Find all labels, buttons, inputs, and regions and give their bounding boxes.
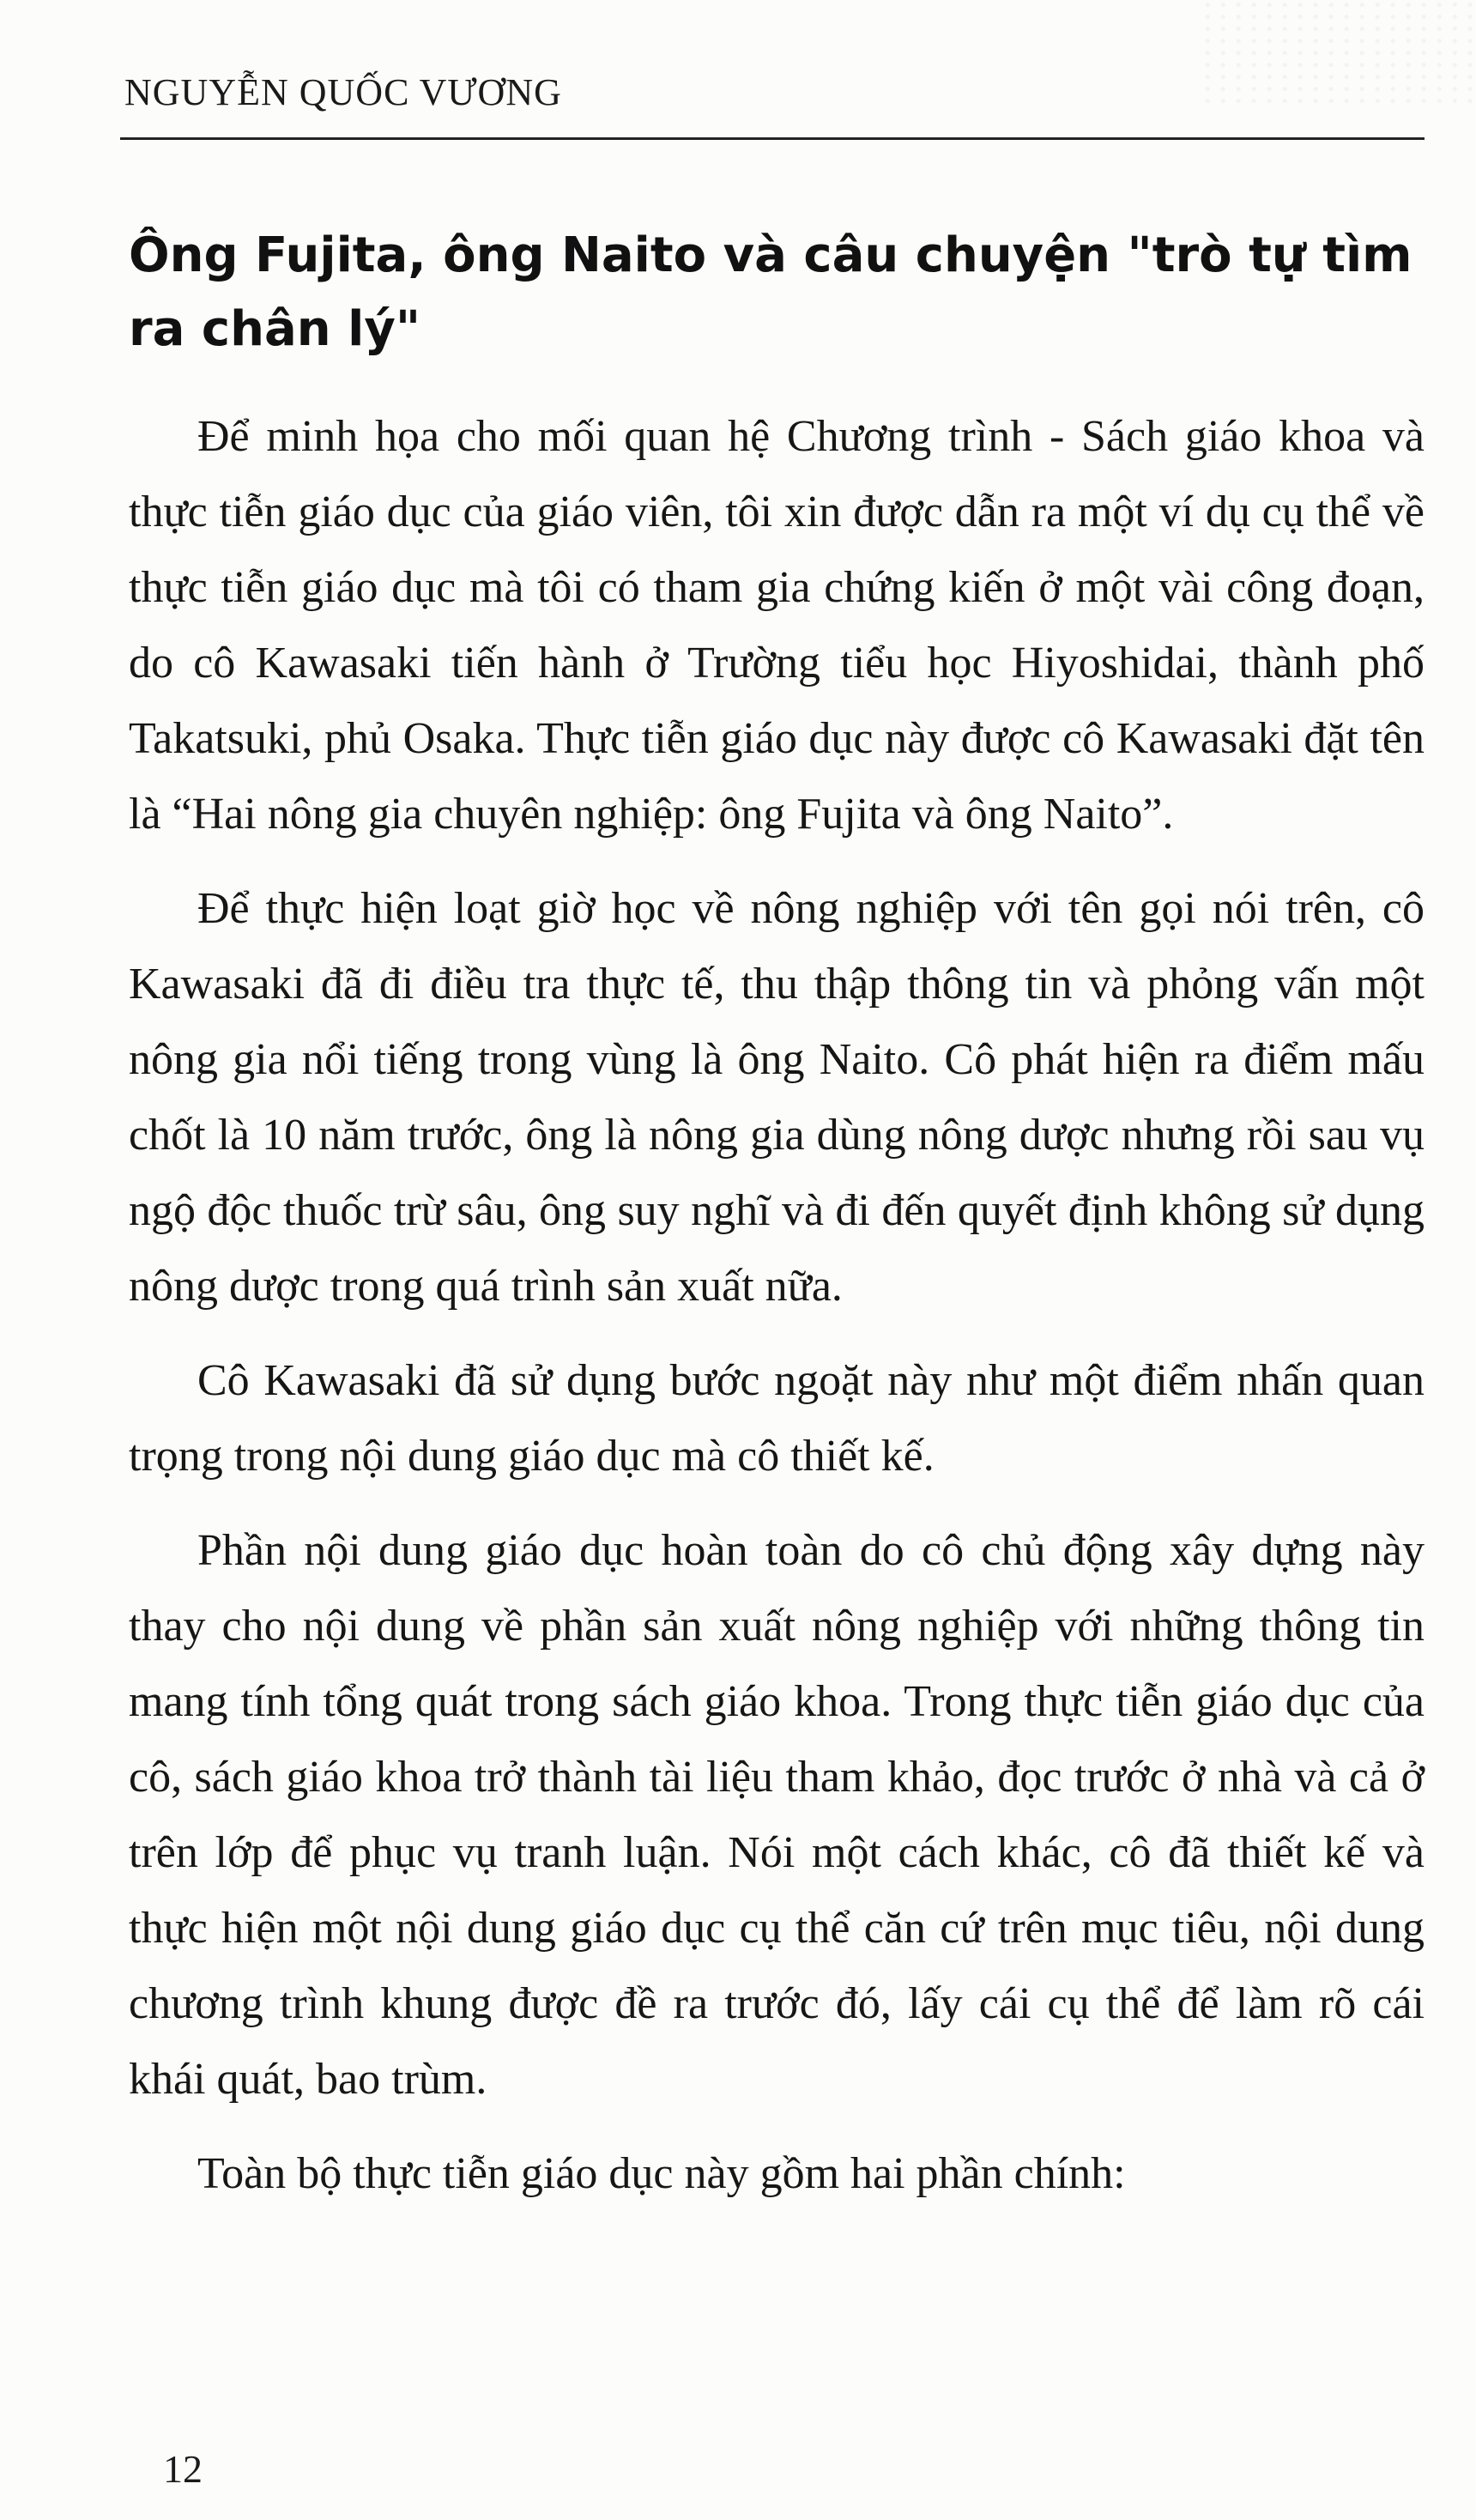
page-number: 12 [163, 2447, 203, 2491]
paragraph: Toàn bộ thực tiễn giáo dục này gồm hai phần chính: [197, 2149, 1126, 2198]
paragraph: Cô Kawasaki đã sử dụng bước ngoặt này như một điểm nhấn quan trọng trong nội dung giáo dục mà cô thiết kế. [129, 1356, 1425, 1481]
header-rule [120, 137, 1425, 140]
running-header-author: NGUYỄN QUỐC VƯƠNG [124, 71, 562, 113]
section-heading: Ông Fujita, ông Naito và câu chuyện "trò tự tìm ra chân lý" [129, 227, 1412, 357]
paragraph: Để minh họa cho mối quan hệ Chương trình - Sách giáo khoa và thực tiễn giáo dục của giáo viên, tôi xin được dẫn ra một ví dụ cụ thể về thực tiễn giáo dục mà tôi có tham gia chứng kiến ở một vài công đoạn, do cô Kawasaki tiến hành ở Trường tiểu học Hiyoshidai, thành phố Takatsuki, phủ Osaka. Thực tiễn giáo dục này được cô Kawasaki đặt tên là “Hai nông gia chuyên nghiệp: ông Fujita và ông Naito”. [129, 412, 1425, 839]
paragraph: Để thực hiện loạt giờ học về nông nghiệp với tên gọi nói trên, cô Kawasaki đã đi điều tra thực tế, thu thập thông tin và phỏng vấn một nông gia nổi tiếng trong vùng là ông Naito. Cô phát hiện ra điểm mấu chốt là 10 năm trước, ông là nông gia dùng nông dược nhưng rồi sau vụ ngộ độc thuốc trừ sâu, ông suy nghĩ và đi đến quyết định không sử dụng nông dược trong quá trình sản xuất nữa. [129, 884, 1425, 1311]
body-text [129, 399, 1425, 2231]
scan-speckle [1201, 0, 1476, 103]
paragraph: Phần nội dung giáo dục hoàn toàn do cô chủ động xây dựng này thay cho nội dung về phần sản xuất nông nghiệp với những thông tin mang tính tổng quát trong sách giáo khoa. Trong thực tiễn giáo dục của cô, sách giáo khoa trở thành tài liệu tham khảo, đọc trước ở nhà và cả ở trên lớp để phục vụ tranh luận. Nói một cách khác, cô đã thiết kế và thực hiện một nội dung giáo dục cụ thể căn cứ trên mục tiêu, nội dung chương trình khung được đề ra trước đó, lấy cái cụ thể để làm rõ cái khái quát, bao trùm. [129, 1526, 1425, 2104]
